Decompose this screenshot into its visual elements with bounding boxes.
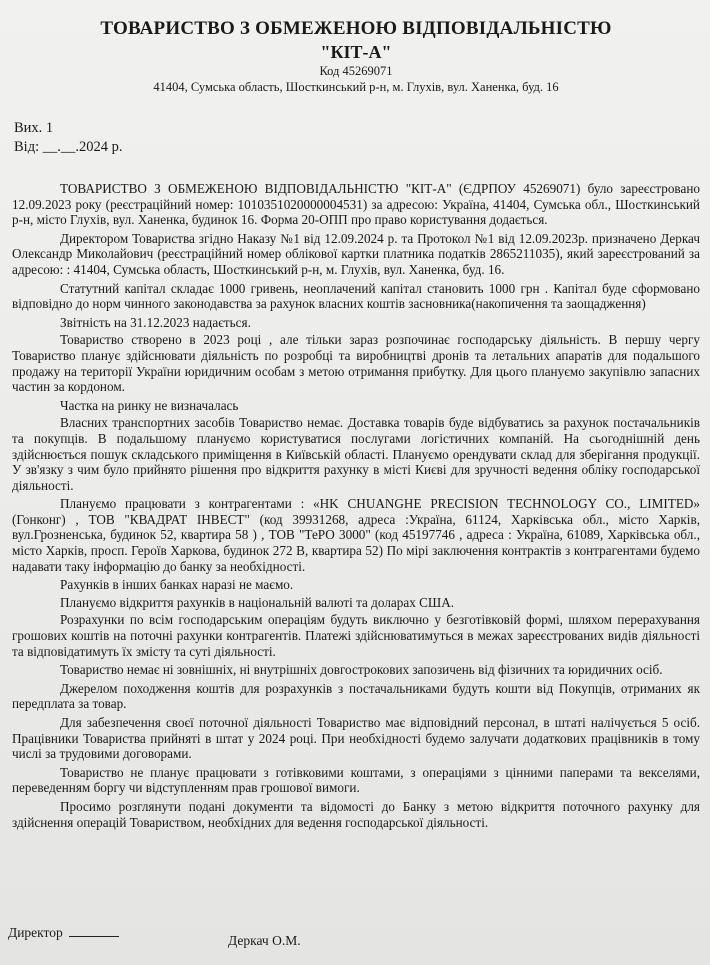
paragraph-capital: Статутний капітал складає 1000 гривень, неоплачений капітал становить 1000 грн . Капітал буде сформовано відповідно до норм чинного законодавства за рахунок власних коштів засновника(накопичення та заощадження) [12,280,700,312]
paragraph-counterparties: Плануємо працювати з контрагентами : «HK CHUANGHE PRECISION TECHNOLOGY CO., LIMITED» (Гонконг) , ТОВ "КВАДРАТ ІНВЕСТ" (код 39931268, адреса :Україна, 61124, Харківська обл., місто Харків, вул.Грозненська, будинок 52, квартира 58 ) , ТОВ "ТеРО 3000" (код 45197746 , адреса : Україна, 61089, Харківська обл., місто Харків, просп. Героїв Харкова, будинок 272 В, квартира 52) По мірі заключення контрактів з контрагентами будемо надавати таку інформацію до банку за необхідності. [12,496,700,574]
outgoing-date: Від: __.__.2024 р. [14,139,123,155]
org-title: ТОВАРИСТВО З ОБМЕЖЕНОЮ ВІДПОВІДАЛЬНІСТЮ [100,18,612,39]
org-address: 41404, Сумська область, Шосткинський р-н, м. Глухів, вул. Ханенка, буд. 16 [153,80,559,94]
director-label: Директор [8,925,63,940]
paragraph-director: Директором Товариства згідно Наказу №1 від 12.09.2024 р. та Протокол №1 від 12.09.2023р. призначено Деркач Олександр Миколайович (реєстраційний номер облікової картки платника податків 2865211035), який зареєстрований за адресою: : 41404, Сумська область, Шосткинський р-н, м. Глухів, вул. Ханенка, буд. 16. [12,230,700,277]
paragraph-cash: Товариство не планує працювати з готівковими коштами, з операціями з цінними паперами та векселями, переведенням боргу чи відступленням прав грошової вимоги. [12,764,700,796]
paragraph-transport: Власних транспортних засобів Товариство немає. Доставка товарів буде відбуватись за рахунок постачальників та покупців. В подальшому плануємо користуватися послугами логістичних компаній. На сьогоднішній день здійснюється пошук складського приміщення в Київській області. Плануємо орендувати склад для зберігання продукції. У зв'язку з чим було прийнято рішення про відкриття рахунку в місті Києві для зручності ведення обліку господарської діяльності. [12,415,700,493]
signature-line [69,936,119,937]
paragraph-staff: Для забезпечення своєї поточної діяльності Товариство має відповідний персонал, в штаті налічується 5 осіб. Працівники Товариства прийняті в штат у 2024 році. При необхідності будемо залучати додаткових працівників в тому числі за трудовими договорами. [12,715,700,762]
paragraph-request: Просимо розглянути подані документи та відомості до Банку з метою відкриття поточного рахунку для здійснення операцій Товариством, необхідних для ведення господарської діяльності. [12,798,700,830]
letter-body [12,181,700,830]
org-code: Код 45269071 [319,64,393,78]
paragraph-reporting: Звітність на 31.12.2023 надається. [60,314,251,330]
paragraph-settlements: Розрахунки по всім господарським операціям будуть виключно у безготівковій формі, шляхом перерахування грошових коштів на поточні рахунки контрагентів. Платежі здійснюватимуться в межах зареєстрованих видів діяльності та відповідатимуть їх змісту та суті діяльності. [12,612,700,659]
org-short-name: "КІТ-А" [320,42,392,62]
paragraph-funds-source: Джерелом походження коштів для розрахунків з постачальниками будуть кошти від Покупців, отриманих як передплата за товар. [12,680,700,712]
paragraph-currencies: Плануємо відкриття рахунків в національній валюті та доларах США. [60,594,455,610]
paragraph-market-share: Частка на ринку не визначалась [60,397,239,413]
paragraph-borrowings: Товариство немає ні зовнішніх, ні внутрішніх довгострокових запозичень від фізичних та юридичних осіб. [60,662,663,678]
director-signature [8,924,119,942]
letterhead [12,18,700,95]
paragraph-registration: ТОВАРИСТВО З ОБМЕЖЕНОЮ ВІДПОВІДАЛЬНІСТЮ "КІТ-А" (ЄДРПОУ 45269071) було зареєстровано 12.09.2023 року (реєстраційний номер: 1010351020000004531) за адресою: Україна, 41404, Сумська обл., Шосткинський р-н, місто Глухів, вул. Ханенка, будинок 16. Форма 20-ОПП про право користування додається. [12,181,700,228]
outgoing-number: Вих. 1 [14,120,54,136]
paragraph-activity: Товариство створено в 2023 році , але тільки зараз розпочинає господарську діяльність. В першу чергу Товариство планує здійснювати діяльність по розробці та виробництві дронів та летальних апаратів для подальшого продажу на території України юридичним особам з метою отримання прибутку. Для цього плануємо закупівлю запасних частин за кордоном. [12,332,700,395]
outgoing-block [12,119,700,157]
director-name: Деркач О.М. [228,933,301,948]
paragraph-other-banks: Рахунків в інших банках наразі не маємо. [60,577,294,593]
